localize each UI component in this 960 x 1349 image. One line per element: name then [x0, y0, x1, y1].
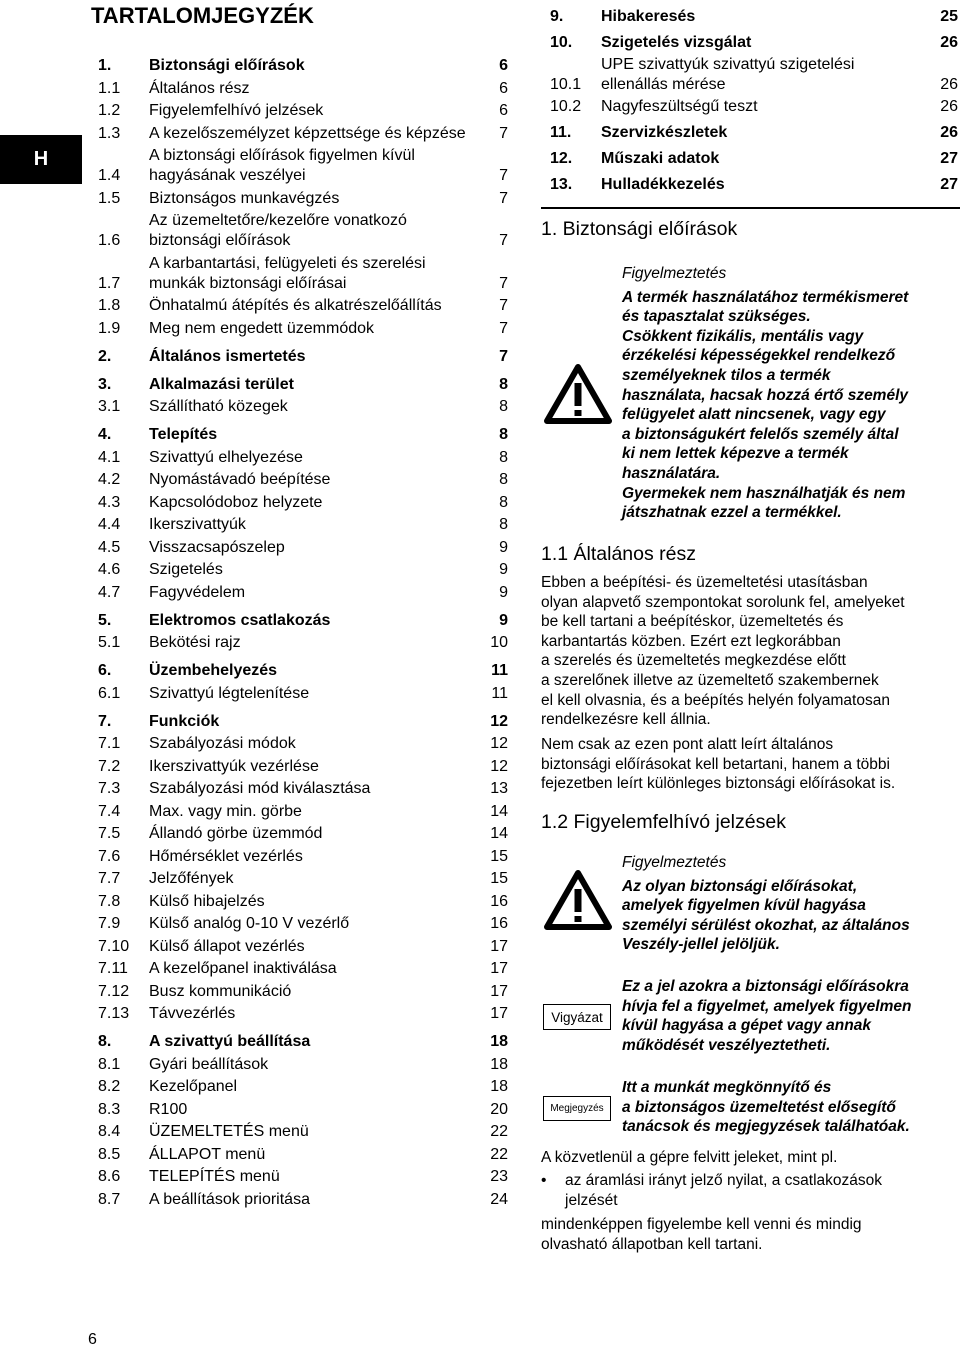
toc-entry-page: 6 — [499, 79, 508, 97]
toc-entry-title: TELEPÍTÉS menü — [149, 1168, 280, 1185]
toc-entry-title: Biztonságos munkavégzés — [149, 189, 340, 207]
toc-entry — [98, 189, 508, 209]
toc-entry-page: 7 — [499, 274, 508, 292]
toc-entry — [98, 982, 508, 1002]
toc-entry-title: Műszaki adatok — [601, 150, 720, 167]
toc-entry-number: 7.3 — [98, 780, 121, 797]
toc-entry-number: 1.4 — [98, 167, 121, 184]
toc-entry-page: 26 — [940, 124, 958, 141]
toc-entry-number: 1.1 — [98, 79, 121, 97]
text-line: használatára. — [622, 464, 721, 482]
toc-entry-number: 7.4 — [98, 802, 121, 820]
section-1-2-paragraph-intro: A közvetlenül a gépre felvitt jeleket, mint pl. — [541, 1149, 838, 1166]
toc-entry — [98, 254, 508, 294]
toc-entry-page: 6 — [499, 57, 508, 74]
toc-entry-title: Figyelemfelhívó jelzések — [149, 102, 324, 119]
toc-entry-number: 7.1 — [98, 735, 121, 752]
toc-entry-title: Állandó görbe üzemmód — [149, 825, 323, 842]
toc-entry — [98, 470, 508, 490]
toc-entry-page: 9 — [499, 561, 508, 578]
toc-entry-number: 4.4 — [98, 516, 121, 533]
text-line: érzékelési képességekkel rendelkező — [622, 347, 896, 365]
toc-entry — [550, 97, 958, 117]
toc-entry-title: Önhatalmú átépítés és alkatrészelőállítás — [149, 297, 442, 314]
toc-entry-page: 17 — [490, 937, 508, 955]
toc-entry — [98, 684, 508, 704]
toc-entry-page: 7 — [499, 167, 508, 184]
toc-entry-number: 1.8 — [98, 297, 121, 314]
toc-entry — [98, 124, 508, 144]
toc-entry — [98, 869, 508, 889]
toc-entry — [98, 560, 508, 580]
toc-entry-page: 12 — [490, 735, 508, 752]
text-line: kívül hagyása a gépet vagy annak — [622, 1017, 871, 1035]
toc-entry-number: 1.2 — [98, 102, 121, 119]
warning-text — [622, 877, 960, 955]
toc-entry-page: 27 — [940, 150, 958, 167]
toc-entry — [98, 757, 508, 777]
toc-entry-title: Hibakeresés — [601, 8, 696, 25]
toc-entry-number: 5. — [98, 611, 112, 629]
toc-entry — [98, 56, 508, 76]
toc-entry — [98, 146, 508, 186]
text-line: be kell tartani a beépítéskor, üzemeltetés és — [541, 613, 844, 631]
toc-entry-number: 6. — [98, 662, 112, 679]
toc-entry-title: Visszacsapószelep — [149, 538, 285, 556]
toc-entry-number: 12. — [550, 150, 573, 167]
text-line: Gyermekek nem használhatják és nem — [622, 484, 906, 502]
toc-entry-page: 13 — [490, 780, 508, 797]
toc-entry — [98, 397, 508, 417]
toc-entry — [98, 101, 508, 121]
toc-entry-title: UPE szivattyúk szivattyú szigetelési ellenállás mérése — [601, 56, 855, 93]
toc-entry-title: Szigetelés vizsgálat — [601, 34, 752, 51]
text-line: az áramlási irányt jelző nyilat, a csatlakozások — [565, 1172, 883, 1189]
toc-entry — [98, 1145, 508, 1165]
toc-entry — [550, 33, 958, 53]
toc-entry — [98, 734, 508, 754]
toc-entry-page: 6 — [499, 102, 508, 119]
text-line: Ebben a beépítési- és üzemeltetési utasításban — [541, 574, 868, 591]
toc-entry-number: 10.1 — [550, 76, 582, 93]
toc-entry-title: Külső állapot vezérlés — [149, 937, 305, 955]
toc-entry — [98, 425, 508, 445]
toc-entry-number: 7.2 — [98, 757, 121, 775]
toc-entry-title: Nagyfeszültségű teszt — [601, 98, 758, 115]
megjegyzes-text — [622, 1078, 960, 1137]
toc-entry-number: 1.7 — [98, 274, 121, 292]
toc-entry-number: 9. — [550, 8, 564, 25]
toc-entry-title: ÁLLAPOT menü — [149, 1145, 266, 1163]
toc-entry-title: Max. vagy min. görbe — [149, 802, 302, 820]
list-item-text — [565, 1171, 882, 1210]
toc-entry-title: Fagyvédelem — [149, 583, 246, 601]
toc-entry-title: Kapcsolódoboz helyzete — [149, 493, 323, 511]
toc-entry-page: 8 — [499, 448, 508, 466]
toc-entry — [98, 375, 508, 395]
toc-entry — [98, 959, 508, 979]
toc-entry-number: 7.13 — [98, 1005, 130, 1022]
text-line: mindenképpen figyelembe kell venni és mindig — [541, 1216, 862, 1233]
toc-entry — [98, 296, 508, 316]
section-1-2-paragraph-end — [541, 1215, 959, 1254]
toc-entry — [98, 493, 508, 513]
toc-entry-page: 25 — [940, 8, 958, 25]
toc-entry-number: 1.9 — [98, 319, 121, 337]
toc-entry — [98, 1122, 508, 1142]
toc-entry-page: 27 — [940, 176, 958, 193]
toc-title: TARTALOMJEGYZÉK — [91, 3, 314, 28]
toc-entry-page: 8 — [499, 471, 508, 488]
toc-entry-page: 8 — [499, 426, 508, 443]
toc-entry — [98, 211, 508, 251]
toc-entry-title: Külső analóg 0-10 V vezérlő — [149, 915, 350, 932]
toc-entry — [98, 779, 508, 799]
section-1-1-paragraph-1 — [541, 573, 959, 730]
toc-entry-number: 5.1 — [98, 634, 121, 651]
toc-entry-page: 15 — [490, 870, 508, 887]
toc-entry-number: 7. — [98, 712, 112, 730]
toc-entry — [550, 55, 958, 95]
toc-entry — [98, 1032, 508, 1052]
toc-entry — [98, 892, 508, 912]
toc-entry — [550, 123, 958, 143]
toc-entry-number: 1.6 — [98, 232, 121, 249]
toc-entry-number: 8.2 — [98, 1078, 121, 1095]
toc-entry-title: Általános ismertetés — [149, 347, 306, 365]
toc-entry — [98, 824, 508, 844]
toc-entry-number: 3.1 — [98, 398, 121, 415]
toc-entry-number: 7.11 — [98, 960, 128, 977]
toc-entry-number: 8.6 — [98, 1168, 121, 1185]
toc-entry-page: 17 — [490, 982, 508, 1000]
toc-entry-title: Telepítés — [149, 426, 218, 443]
toc-entry-page: 7 — [499, 319, 508, 337]
toc-entry — [98, 847, 508, 867]
toc-entry-title: Üzembehelyezés — [149, 662, 278, 679]
toc-entry — [98, 583, 508, 603]
toc-entry-page: 7 — [499, 189, 508, 207]
language-tab: H — [0, 135, 82, 184]
toc-entry-title: Biztonsági előírások — [149, 57, 305, 74]
toc-entry-title: Szervizkészletek — [601, 124, 728, 141]
toc-entry-title: A kezelőpanel inaktiválása — [149, 960, 337, 977]
toc-entry-number: 7.8 — [98, 892, 121, 910]
toc-entry — [98, 538, 508, 558]
toc-entry-title: Kezelőpanel — [149, 1078, 238, 1095]
toc-entry-number: 8.5 — [98, 1145, 121, 1163]
toc-entry — [550, 7, 958, 27]
toc-entry-number: 7.5 — [98, 825, 121, 842]
text-line: játszhatnak ezzel a termékkel. — [622, 504, 842, 522]
toc-entry-title: Szabályozási módok — [149, 735, 296, 752]
toc-entry-number: 4.6 — [98, 561, 121, 578]
toc-entry-number: 4.2 — [98, 471, 121, 488]
toc-entry-page: 23 — [490, 1168, 508, 1185]
toc-entry — [98, 515, 508, 535]
toc-entry-page: 9 — [499, 538, 508, 556]
toc-entry — [98, 712, 508, 732]
toc-entry-title: Elektromos csatlakozás — [149, 611, 331, 629]
toc-entry-page: 12 — [490, 712, 508, 730]
text-line: tanácsok és megjegyzések találhatóak. — [622, 1118, 910, 1136]
text-line: fejezetben leírt különleges biztonsági előírásokat is. — [541, 775, 896, 793]
toc-entry-page: 18 — [490, 1078, 508, 1095]
toc-entry-page: 7 — [499, 232, 508, 249]
text-line: a biztonságos üzemeltetést elősegítő — [622, 1098, 896, 1116]
toc-entry-page: 8 — [499, 516, 508, 533]
toc-entry-page: 26 — [940, 98, 958, 115]
toc-entry-page: 7 — [499, 124, 508, 142]
toc-entry-number: 7.6 — [98, 847, 121, 865]
toc-entry-number: 7.7 — [98, 870, 121, 887]
megjegyzes-label: Megjegyzés — [543, 1096, 611, 1121]
warning-triangle-icon — [544, 870, 612, 930]
toc-entry-title: Szabályozási mód kiválasztása — [149, 780, 371, 797]
toc-entry — [98, 802, 508, 822]
toc-entry-number: 4.5 — [98, 538, 121, 556]
text-line: Itt a munkát megkönnyítő és — [622, 1079, 832, 1096]
toc-entry-number: 8.4 — [98, 1123, 121, 1140]
text-line: használata, hacsak hozzá értő személy — [622, 386, 909, 404]
text-line: Ez a jel azokra a biztonsági előírásokra — [622, 978, 909, 995]
toc-entry-title: Ikerszivattyúk vezérlése — [149, 757, 319, 775]
text-line: működését veszélyeztetheti. — [622, 1036, 831, 1054]
page-number: 6 — [88, 1331, 97, 1348]
toc-entry — [98, 611, 508, 631]
toc-entry-number: 4. — [98, 426, 112, 443]
toc-entry-page: 8 — [499, 493, 508, 511]
text-line: személyi sérülést okozhat, az általános — [622, 916, 910, 934]
toc-entry-page: 11 — [491, 684, 508, 702]
toc-entry-number: 8.7 — [98, 1190, 121, 1208]
list-item — [541, 1171, 959, 1210]
toc-entry-page: 9 — [499, 583, 508, 601]
toc-entry-title: Szállítható közegek — [149, 398, 288, 415]
toc-entry-number: 7.10 — [98, 937, 130, 955]
toc-entry-number: 13. — [550, 176, 573, 193]
text-line: olvasható állapotban kell tartani. — [541, 1235, 763, 1253]
toc-entry-page: 22 — [490, 1123, 508, 1140]
section-1-warning — [622, 264, 960, 523]
toc-entry — [98, 319, 508, 339]
warning-triangle-icon — [544, 364, 612, 424]
toc-entry-page: 24 — [490, 1190, 508, 1208]
toc-entry-title: Hőmérséklet vezérlés — [149, 847, 303, 865]
toc-entry-number: 3. — [98, 375, 112, 393]
toc-entry-title: A szivattyú beállítása — [149, 1033, 311, 1050]
toc-entry-page: 17 — [490, 1005, 508, 1022]
toc-entry-page: 7 — [499, 297, 508, 314]
section-1-2-warning — [622, 853, 960, 955]
text-line: el kell olvasnia, és a beépítés helyén folyamatosan — [541, 691, 890, 709]
text-line: felügyelet alatt nincsenek, vagy egy — [622, 406, 886, 424]
toc-entry-number: 1.5 — [98, 189, 121, 207]
toc-entry-title: Alkalmazási terület — [149, 375, 294, 393]
text-line: biztonsági előírásokat kell betartani, hanem a többi — [541, 755, 890, 773]
toc-entry-page: 20 — [490, 1100, 508, 1118]
toc-entry-number: 10. — [550, 34, 573, 51]
toc-entry-title: R100 — [149, 1100, 188, 1118]
warning-heading: Figyelmeztetés — [622, 854, 727, 871]
toc-entry — [98, 448, 508, 468]
toc-entry — [98, 914, 508, 934]
bullet-icon: • — [541, 1172, 547, 1189]
toc-entry-page: 11 — [491, 662, 508, 679]
section-1-1-heading: 1.1 Általános rész — [541, 543, 697, 565]
text-line: karbantartás közben. Ezért ezt legkorábban — [541, 632, 841, 650]
toc-entry — [98, 1004, 508, 1024]
toc-entry-title: Szivattyú elhelyezése — [149, 448, 303, 466]
toc-entry — [98, 937, 508, 957]
toc-entry-number: 1.3 — [98, 124, 121, 142]
toc-entry-title: Gyári beállítások — [149, 1055, 269, 1073]
toc-entry-title: Szigetelés — [149, 561, 223, 578]
toc-entry-title: Meg nem engedett üzemmódok — [149, 319, 375, 337]
toc-entry-title: Hulladékkezelés — [601, 176, 725, 193]
toc-entry-number: 7.9 — [98, 915, 121, 932]
toc-entry-page: 16 — [490, 892, 508, 910]
toc-entry-title: Szivattyú légtelenítése — [149, 684, 310, 702]
toc-entry-title: Nyomástávadó beépítése — [149, 471, 331, 488]
toc-entry-page: 8 — [499, 375, 508, 393]
toc-entry-page: 14 — [490, 825, 508, 842]
text-line: jelzését — [565, 1191, 618, 1209]
text-line: Veszély-jellel jelöljük. — [622, 936, 780, 954]
toc-entry-title: Ikerszivattyúk — [149, 516, 246, 533]
toc-entry-title: A beállítások prioritása — [149, 1190, 310, 1208]
toc-entry-page: 26 — [940, 34, 958, 51]
toc-entry-number: 8.1 — [98, 1055, 121, 1073]
toc-entry-number: 8.3 — [98, 1100, 121, 1118]
text-line: személyeknek tilos a termék — [622, 366, 831, 384]
text-line: a szerelés és üzemeltetés megkezdése előtt — [541, 652, 846, 670]
toc-entry-title: Busz kommunikáció — [149, 982, 292, 1000]
toc-entry-number: 1. — [98, 57, 112, 74]
toc-divider — [541, 207, 960, 209]
text-line: Nem csak az ezen pont alatt leírt általános — [541, 736, 834, 753]
toc-entry-page: 18 — [490, 1033, 508, 1050]
text-line: és tapasztalat szükséges. — [622, 308, 811, 326]
toc-entry-number: 4.7 — [98, 583, 121, 601]
toc-entry-number: 10.2 — [550, 98, 582, 115]
toc-entry-number: 8. — [98, 1033, 112, 1050]
vigyazat-text — [622, 977, 960, 1055]
toc-left-column — [98, 56, 508, 1212]
toc-entry-number: 7.12 — [98, 982, 130, 1000]
toc-entry-title: Bekötési rajz — [149, 634, 241, 651]
toc-entry-number: 6.1 — [98, 684, 121, 702]
toc-right-column — [550, 7, 958, 201]
text-line: amelyek figyelmen kívül hagyása — [622, 897, 866, 915]
toc-entry-title: A biztonsági előírások figyelmen kívül hagyásának veszélyei — [149, 147, 415, 184]
toc-entry-page: 15 — [490, 847, 508, 865]
toc-entry-title: A kezelőszemélyzet képzettsége és képzése — [149, 124, 466, 142]
toc-entry-page: 16 — [490, 915, 508, 932]
toc-entry-number: 11. — [550, 124, 572, 141]
toc-entry-title: Funkciók — [149, 712, 220, 730]
toc-entry — [98, 661, 508, 681]
text-line: ki nem lettek képezve a termék — [622, 445, 849, 463]
toc-entry — [98, 1190, 508, 1210]
toc-entry-page: 17 — [490, 960, 508, 977]
text-line: Csökkent fizikális, mentális vagy — [622, 327, 864, 345]
toc-entry-title: Külső hibajelzés — [149, 892, 265, 910]
toc-entry — [550, 175, 958, 195]
toc-entry-title: Jelzőfények — [149, 870, 234, 887]
vigyazat-label: Vigyázat — [543, 1004, 611, 1030]
text-line: rendelkezésre kell állnia. — [541, 711, 711, 729]
toc-entry-title: ÜZEMELTETÉS menü — [149, 1123, 309, 1140]
toc-entry — [98, 347, 508, 367]
toc-entry-number: 4.3 — [98, 493, 121, 511]
toc-entry-title: Távvezérlés — [149, 1005, 236, 1022]
toc-entry — [98, 633, 508, 653]
toc-entry — [98, 1167, 508, 1187]
toc-entry-title: Általános rész — [149, 79, 250, 97]
section-1-2-heading: 1.2 Figyelemfelhívó jelzések — [541, 811, 786, 833]
toc-entry — [98, 1100, 508, 1120]
toc-entry-page: 8 — [499, 398, 508, 415]
toc-entry-page: 22 — [490, 1145, 508, 1163]
toc-entry-page: 26 — [940, 76, 958, 93]
toc-entry-page: 7 — [499, 347, 508, 365]
toc-entry-page: 14 — [490, 802, 508, 820]
text-line: hívja fel a figyelmet, amelyek figyelmen — [622, 997, 912, 1015]
warning-text — [622, 288, 960, 523]
text-line: a szerelőnek illetve az üzemeltető szakembernek — [541, 671, 879, 689]
toc-entry — [98, 1077, 508, 1097]
toc-entry — [98, 1055, 508, 1075]
text-line: A termék használatához termékismeret — [622, 288, 909, 306]
toc-entry — [98, 79, 508, 99]
text-line: a biztonságukért felelős személy által — [622, 425, 899, 443]
warning-heading: Figyelmeztetés — [622, 265, 727, 282]
toc-entry-page: 10 — [490, 634, 508, 651]
toc-entry-page: 9 — [499, 611, 508, 629]
toc-entry-number: 4.1 — [98, 448, 121, 466]
toc-entry-title: Az üzemeltetőre/kezelőre vonatkozó biztonsági előírások — [149, 212, 407, 249]
text-line: olyan alapvető szempontokat sorolunk fel, amelyeket — [541, 593, 905, 611]
toc-entry-number: 2. — [98, 347, 112, 365]
toc-entry-title: A karbantartási, felügyeleti és szerelési munkák biztonsági előírásai — [149, 254, 426, 292]
section-1-heading: 1. Biztonsági előírások — [541, 218, 738, 240]
text-line: Az olyan biztonsági előírásokat, — [622, 877, 858, 895]
toc-entry-page: 12 — [490, 757, 508, 775]
toc-entry-page: 18 — [490, 1055, 508, 1073]
toc-entry — [550, 149, 958, 169]
section-1-1-paragraph-2 — [541, 735, 959, 794]
